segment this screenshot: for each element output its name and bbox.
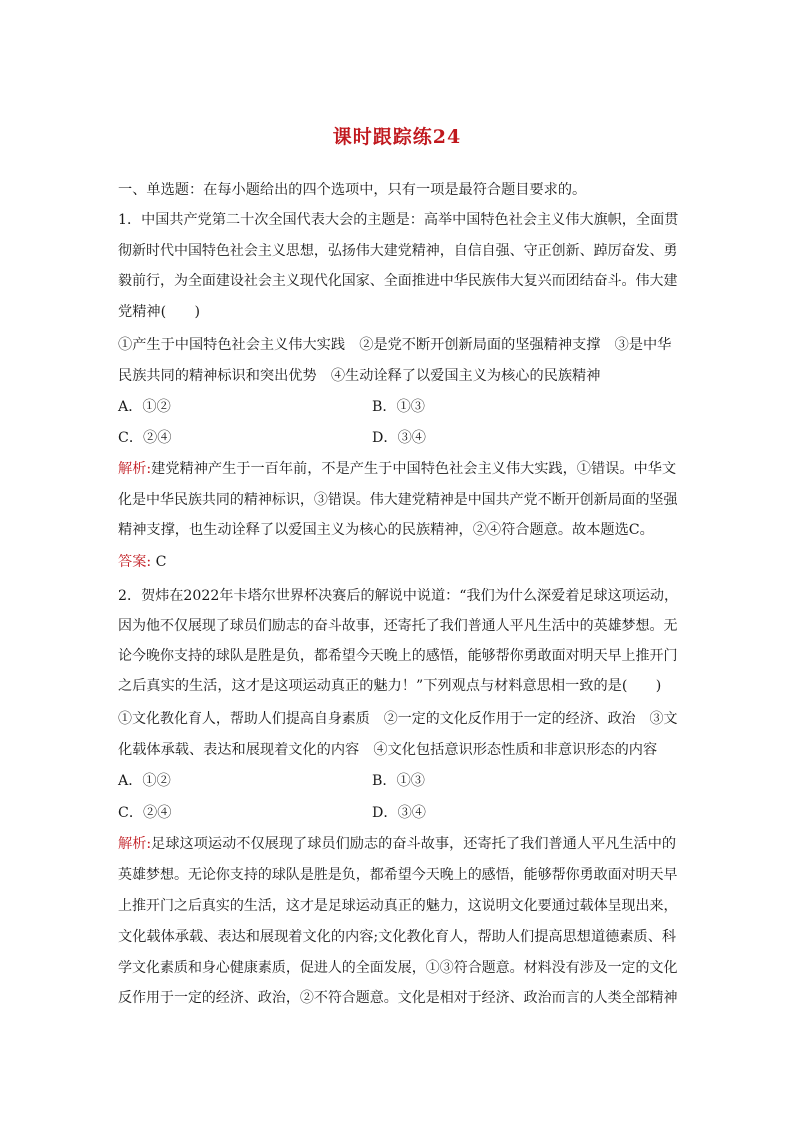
q1-stem-line: 党精神( ): [118, 304, 201, 320]
q1-analysis-line: 精神支撑，也生动诠释了以爱国主义为核心的民族精神，②④符合题意。故本题选C。: [118, 522, 654, 538]
q1-analysis-label: 解析:: [118, 461, 152, 477]
q1-option-a: A．①②: [118, 399, 171, 415]
page-title: 课时跟踪练24: [332, 126, 462, 148]
q1-answer-value: C: [155, 554, 167, 570]
q2-statement-line: 化载体承载、表达和展现着文化的内容 ④文化包括意识形态性质和非意识形态的内容: [118, 742, 658, 758]
q2-analysis-text: 足球这项运动不仅展现了球员们励志的奋斗故事，还寄托了我们普通人平凡生活中的: [151, 836, 677, 852]
q2-stem-line: 论今晚你支持的球队是胜是负，都希望今天晚上的感悟，能够帮你勇敢面对明天早上推开门: [118, 648, 678, 664]
q2-analysis-label: 解析:: [118, 836, 152, 852]
q2-option-c: C．②④: [118, 805, 172, 821]
q1-option-c: C．②④: [118, 430, 172, 446]
q1-option-d: D．③④: [372, 430, 426, 446]
q1-answer-line: [118, 552, 678, 572]
q2-stem-line: 2．贺炜在2022年卡塔尔世界杯决赛后的解说中说道：“我们为什么深爱着足球这项运动，: [118, 588, 679, 604]
q2-analysis-line: 学文化素质和身心健康素质，促进人的全面发展，①③符合题意。材料没有涉及一定的文化: [118, 960, 678, 976]
q1-analysis-line: [118, 459, 678, 479]
q1-option-b: B．①③: [372, 399, 425, 415]
q2-option-b: B．①③: [372, 773, 425, 789]
q2-statement-line: ①文化教化育人，帮助人们提高自身素质 ②一定的文化反作用于一定的经济、政治 ③文: [118, 711, 678, 727]
q1-answer-label: 答案:: [118, 554, 152, 570]
q2-analysis-line: 上推开门之后真实的生活，这才是足球运动真正的魅力，这说明文化要通过载体呈现出来，: [118, 898, 678, 914]
q1-stem-line: 1．中国共产党第二十次全国代表大会的主题是：高举中国特色社会主义伟大旗帜，全面贯: [118, 212, 679, 228]
q2-option-d: D．③④: [372, 805, 426, 821]
q2-option-a: A．①②: [118, 773, 171, 789]
q1-stem-line: 毅前行，为全面建设社会主义现代化国家、全面推进中华民族伟大复兴而团结奋斗。伟大建: [118, 273, 678, 289]
q1-analysis-line: 化是中华民族共同的精神标识，③错误。伟大建党精神是中国共产党不断开创新局面的坚强: [118, 492, 678, 508]
q2-analysis-line: 文化载体承载、表达和展现着文化的内容;文化教化育人，帮助人们提高思想道德素质、科: [118, 929, 677, 945]
q2-analysis-line: [118, 834, 678, 854]
q2-analysis-line: 英雄梦想。无论你支持的球队是胜是负，都希望今天晚上的感悟，能够帮你勇敢面对明天早: [118, 867, 678, 883]
q1-statement-line: ①产生于中国特色社会主义伟大实践 ②是党不断开创新局面的坚强精神支撑 ③是中华: [118, 337, 672, 353]
q1-statement-line: 民族共同的精神标识和突出优势 ④生动诠释了以爱国主义为核心的民族精神: [118, 368, 601, 384]
section-header: 一、单选题：在每小题给出的四个选项中，只有一项是最符合题目要求的。: [118, 182, 587, 198]
q2-stem-line: 因为他不仅展现了球员们励志的奋斗故事，还寄托了我们普通人平凡生活中的英雄梦想。无: [118, 618, 678, 634]
q2-analysis-line: 反作用于一定的经济、政治，②不符合题意。文化是相对于经济、政治而言的人类全部精神: [118, 990, 678, 1006]
q1-stem-line: 彻新时代中国特色社会主义思想，弘扬伟大建党精神，自信自强、守正创新、踔厉奋发、勇: [118, 243, 678, 259]
q2-stem-line: 之后真实的生活，这才是这项运动真正的魅力！”下列观点与材料意思相一致的是( ): [118, 678, 662, 694]
q1-analysis-text: 建党精神产生于一百年前，不是产生于中国特色社会主义伟大实践，①错误。中华文: [151, 461, 677, 477]
